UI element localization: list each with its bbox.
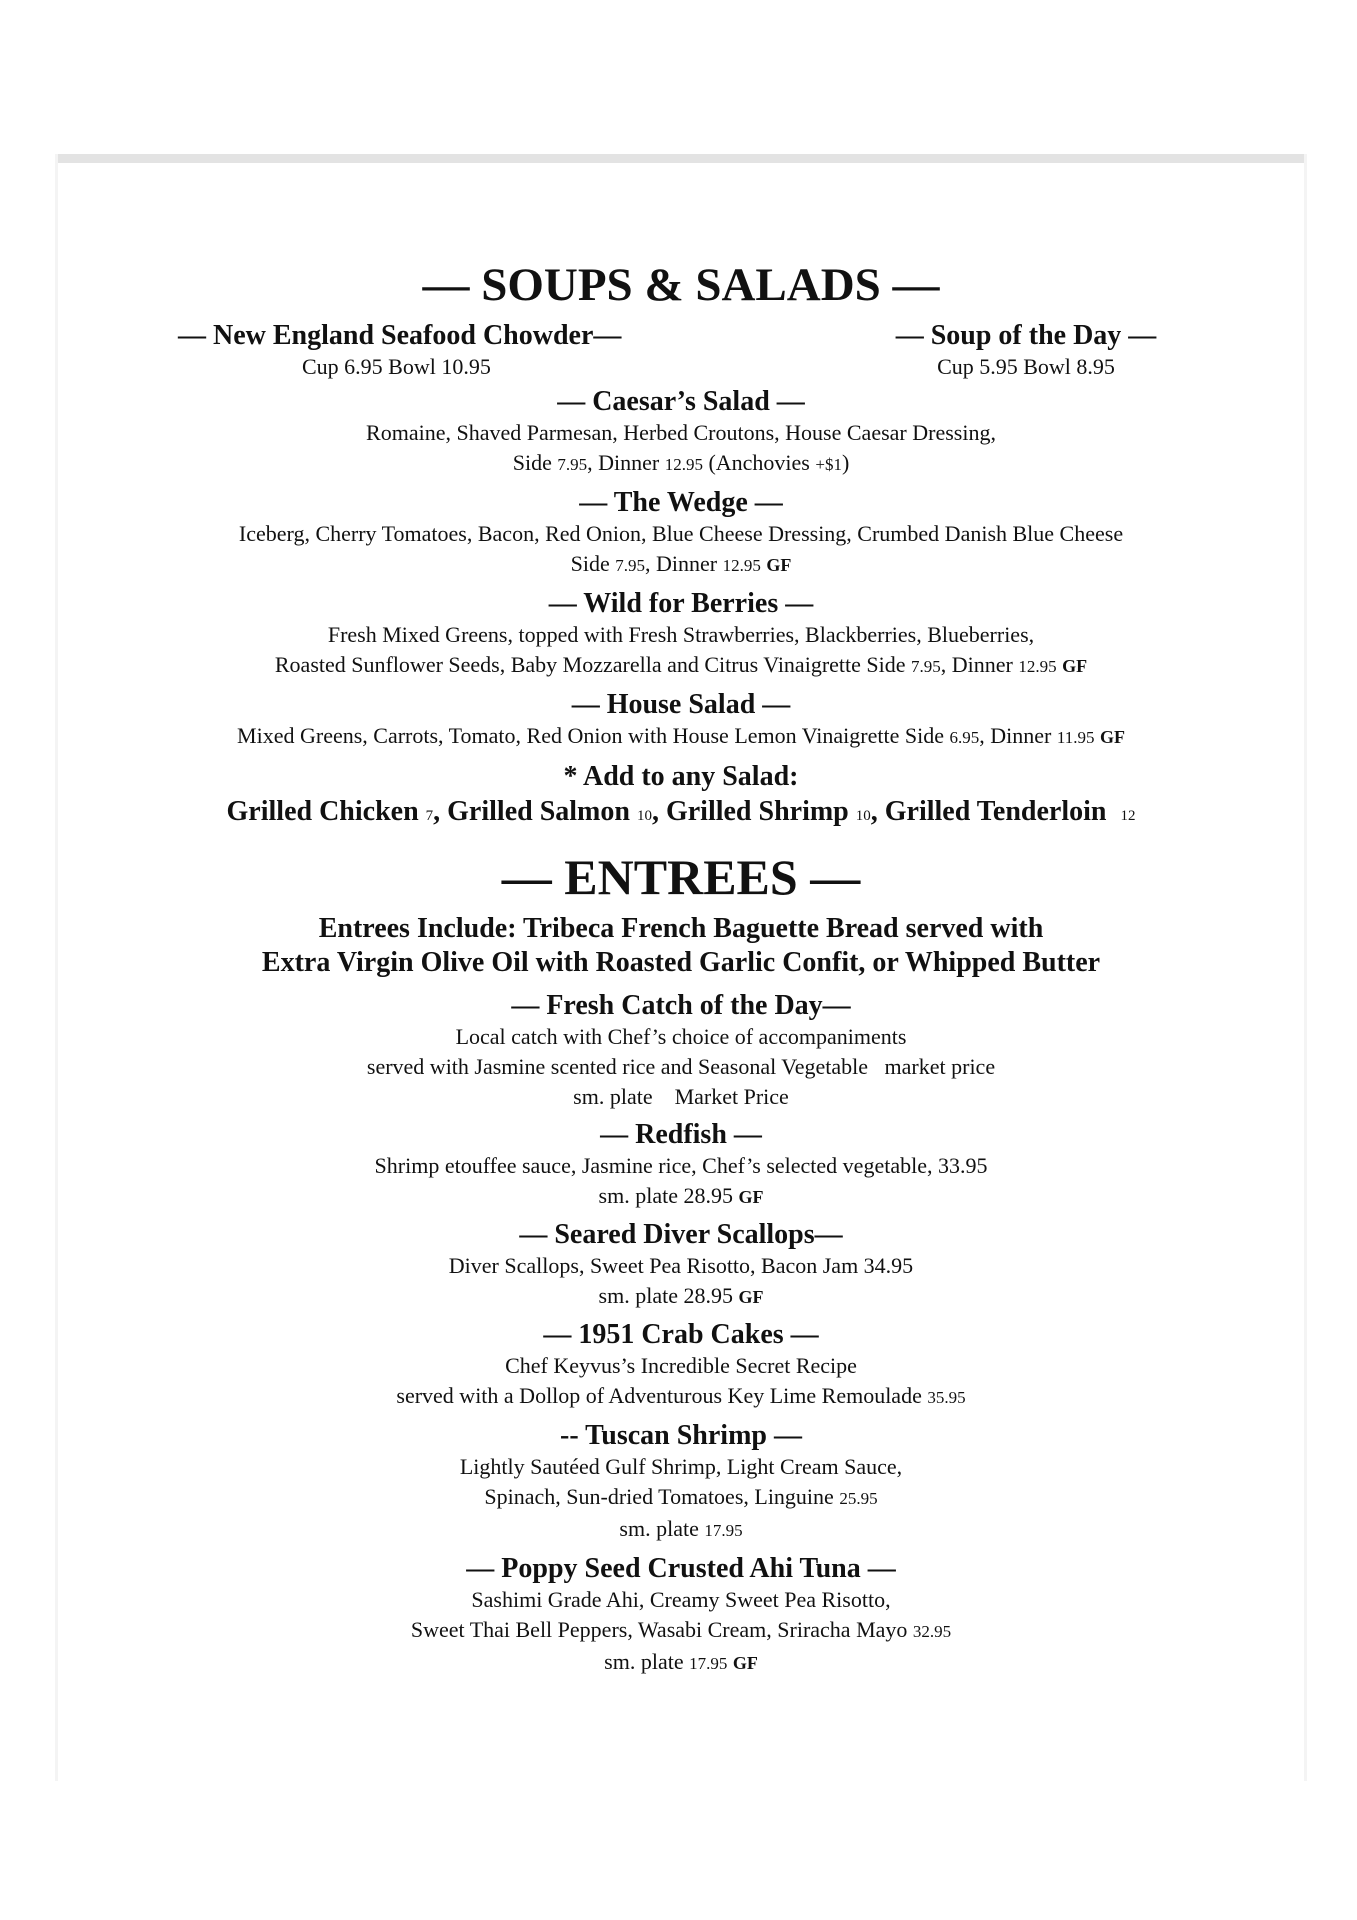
berries-name: — Wild for Berries —	[548, 588, 814, 619]
crab-desc-1: Chef Keyvus’s Incredible Secret Recipe	[505, 1353, 857, 1378]
soup-day-prices: Cup 5.95 Bowl 8.95	[937, 354, 1115, 379]
house-gf-badge: GF	[1099, 727, 1125, 747]
soup-day-name: — Soup of the Day —	[895, 320, 1157, 351]
tuna-gf-badge: GF	[732, 1653, 758, 1673]
caesar-desc: Romaine, Shaved Parmesan, Herbed Croutons, House Caesar Dressing,	[366, 420, 996, 445]
chowder-name: — New England Seafood Chowder—	[178, 320, 622, 351]
crab-desc-2-text: served with a Dollop of Adventurous Key Lime Remoulade	[396, 1383, 928, 1408]
wedge-side-label: Side	[570, 551, 616, 576]
tuna-small-plate-label: sm. plate	[604, 1649, 690, 1674]
scallops-gf-badge: GF	[738, 1287, 764, 1307]
tuscan-small-price: 17.95	[704, 1521, 743, 1540]
entrees-intro-line1: Entrees Include: Tribeca French Baguette Bread served with	[318, 913, 1044, 944]
wedge-item	[58, 487, 1304, 581]
redfish-small-plate	[58, 1181, 1304, 1212]
tuna-small-price: 17.95	[689, 1654, 728, 1673]
redfish-name: — Redfish —	[600, 1119, 762, 1150]
house-name: — House Salad —	[571, 689, 791, 720]
wedge-desc: Iceberg, Cherry Tomatoes, Bacon, Red Onion, Blue Cheese Dressing, Crumbed Danish Blue Cheese	[238, 521, 1124, 546]
tuna-desc-2-text: Sweet Thai Bell Peppers, Wasabi Cream, Sriracha Mayo	[410, 1617, 913, 1642]
berries-dinner-label: , Dinner	[940, 652, 1019, 677]
tuscan-desc-2	[58, 1482, 1304, 1514]
berries-desc: Fresh Mixed Greens, topped with Fresh Strawberries, Blackberries, Blueberries,	[327, 622, 1035, 647]
scallops-small-plate-text: sm. plate 28.95	[598, 1283, 733, 1308]
addon-salmon: , Grilled Salmon	[433, 796, 630, 827]
tuna-item	[58, 1553, 1304, 1679]
caesar-anchovy-price: +$1	[815, 455, 842, 474]
wedge-dinner-price: 12.95	[722, 556, 761, 575]
catch-item	[58, 990, 1304, 1112]
house-dinner-price: 11.95	[1056, 728, 1095, 747]
tuna-desc-2	[58, 1615, 1304, 1647]
house-desc	[58, 721, 1304, 753]
caesar-item	[58, 386, 1304, 480]
berries-side-label: Roasted Sunflower Seeds, Baby Mozzarella and Citrus Vinaigrette Side	[274, 652, 912, 677]
berries-item	[58, 588, 1304, 682]
tuscan-price: 25.95	[839, 1489, 878, 1508]
crab-name: — 1951 Crab Cakes —	[543, 1319, 819, 1350]
tuna-small-plate	[58, 1647, 1304, 1679]
redfish-desc: Shrimp etouffee sauce, Jasmine rice, Chef’s selected vegetable, 33.95	[374, 1153, 988, 1178]
chowder-prices: Cup 6.95 Bowl 10.95	[302, 354, 491, 379]
crab-item	[58, 1319, 1304, 1413]
caesar-side-label: Side	[512, 450, 558, 475]
soups-salads-title: — SOUPS & SALADS —	[422, 259, 940, 311]
caesar-dinner-price: 12.95	[664, 455, 703, 474]
tuscan-desc-2-text: Spinach, Sun-dried Tomatoes, Linguine	[484, 1484, 840, 1509]
scallops-item	[58, 1219, 1304, 1312]
tuna-price: 32.95	[912, 1622, 952, 1641]
scallops-small-plate	[58, 1281, 1304, 1312]
tuscan-item	[58, 1420, 1304, 1546]
addon-salmon-price: 10	[636, 808, 652, 824]
crab-desc-2	[58, 1381, 1304, 1413]
redfish-item	[58, 1119, 1304, 1212]
scallops-name: — Seared Diver Scallops—	[519, 1219, 843, 1250]
caesar-name: — Caesar’s Salad —	[557, 386, 805, 417]
entrees-intro	[58, 912, 1304, 980]
redfish-gf-badge: GF	[738, 1187, 764, 1207]
catch-desc-2: served with Jasmine scented rice and Seasonal Vegetable market price	[366, 1054, 996, 1079]
soups-row	[58, 320, 1304, 382]
crab-price: 35.95	[927, 1388, 966, 1407]
wedge-prices	[58, 549, 1304, 581]
caesar-side-price: 7.95	[557, 455, 588, 474]
addon-list	[58, 794, 1304, 834]
redfish-small-plate-text: sm. plate 28.95	[598, 1183, 733, 1208]
menu-page	[58, 154, 1304, 1781]
chowder-item	[178, 320, 698, 382]
berries-gf-badge: GF	[1062, 656, 1088, 676]
tuna-desc-1: Sashimi Grade Ahi, Creamy Sweet Pea Risotto,	[471, 1587, 891, 1612]
tuscan-name: -- Tuscan Shrimp —	[560, 1420, 802, 1451]
menu-content	[58, 258, 1304, 1686]
tuscan-small-plate	[58, 1514, 1304, 1546]
scallops-desc: Diver Scallops, Sweet Pea Risotto, Bacon Jam 34.95	[448, 1253, 914, 1278]
entrees-intro-line2: Extra Virgin Olive Oil with Roasted Garlic Confit, or Whipped Butter	[261, 947, 1101, 978]
addon-shrimp-price: 10	[855, 808, 871, 824]
entrees-title: — ENTREES —	[501, 849, 861, 905]
house-side-price: 6.95	[949, 728, 980, 747]
addon-chicken-price: 7	[425, 808, 434, 824]
berries-dinner-price: 12.95	[1018, 657, 1057, 676]
addon-heading: * Add to any Salad:	[563, 761, 799, 792]
addon-tenderloin-price: 12	[1120, 808, 1136, 824]
addon-chicken: Grilled Chicken	[226, 796, 419, 827]
caesar-close: )	[841, 450, 850, 475]
addon-shrimp: , Grilled Shrimp	[651, 796, 849, 827]
house-desc-text: Mixed Greens, Carrots, Tomato, Red Onion with House Lemon Vinaigrette Side	[237, 723, 950, 748]
caesar-dinner-label: , Dinner	[587, 450, 665, 475]
wedge-gf-badge: GF	[766, 555, 792, 575]
tuna-name: — Poppy Seed Crusted Ahi Tuna —	[466, 1553, 896, 1584]
wedge-side-price: 7.95	[615, 556, 646, 575]
wedge-name: — The Wedge —	[579, 487, 783, 518]
catch-small-plate: sm. plate Market Price	[573, 1084, 789, 1109]
house-dinner-label: , Dinner	[979, 723, 1057, 748]
berries-prices	[58, 650, 1304, 682]
caesar-anchovy-label: (Anchovies	[702, 450, 816, 475]
addon-tenderloin: , Grilled Tenderloin	[870, 796, 1107, 827]
catch-name: — Fresh Catch of the Day—	[511, 990, 851, 1021]
catch-desc-1: Local catch with Chef’s choice of accompaniments	[455, 1024, 907, 1049]
house-item	[58, 689, 1304, 753]
tuscan-small-plate-label: sm. plate	[619, 1516, 705, 1541]
caesar-prices	[58, 448, 1304, 480]
berries-side-price: 7.95	[911, 657, 941, 676]
addon-block	[58, 760, 1304, 834]
soup-day-item	[866, 320, 1186, 382]
tuscan-desc-1: Lightly Sautéed Gulf Shrimp, Light Cream Sauce,	[459, 1454, 903, 1479]
wedge-dinner-label: , Dinner	[645, 551, 723, 576]
